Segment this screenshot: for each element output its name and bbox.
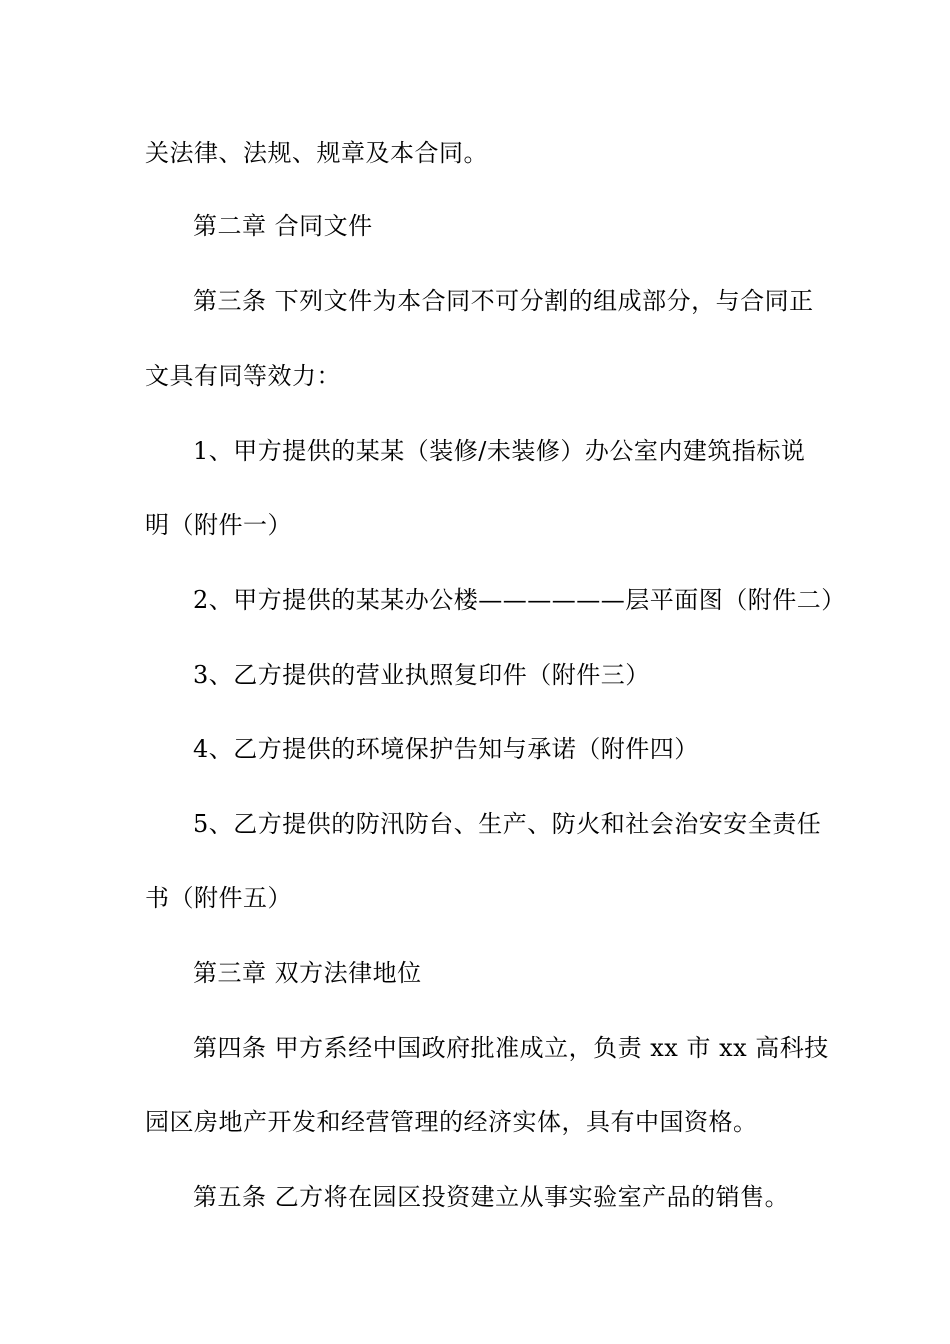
list-item: 5、乙方提供的防汛防台、生产、防火和社会治安安全责任	[193, 810, 822, 838]
list-item: 3、乙方提供的营业执照复印件（附件三）	[193, 661, 650, 689]
list-item: 1、甲方提供的某某（装修/未装修）办公室内建筑指标说	[193, 437, 806, 465]
paragraph-line: 关法律、法规、规章及本合同。	[145, 139, 488, 167]
paragraph-line: 书（附件五）	[145, 884, 292, 912]
paragraph-line: 园区房地产开发和经营管理的经济实体，具有中国资格。	[145, 1108, 758, 1136]
article-line: 第五条 乙方将在园区投资建立从事实验室产品的销售。	[193, 1183, 790, 1211]
paragraph-line: 明（附件一）	[145, 511, 292, 539]
chapter-heading: 第三章 双方法律地位	[193, 959, 422, 987]
article-line: 第三条 下列文件为本合同不可分割的组成部分，与合同正	[193, 287, 814, 315]
chapter-heading: 第二章 合同文件	[193, 212, 373, 240]
list-item: 2、甲方提供的某某办公楼——————层平面图（附件二）	[193, 586, 846, 614]
article-line: 第四条 甲方系经中国政府批准成立，负责 xx 市 xx 高科技	[193, 1034, 829, 1062]
paragraph-line: 文具有同等效力：	[145, 362, 341, 390]
list-item: 4、乙方提供的环境保护告知与承诺（附件四）	[193, 735, 699, 763]
